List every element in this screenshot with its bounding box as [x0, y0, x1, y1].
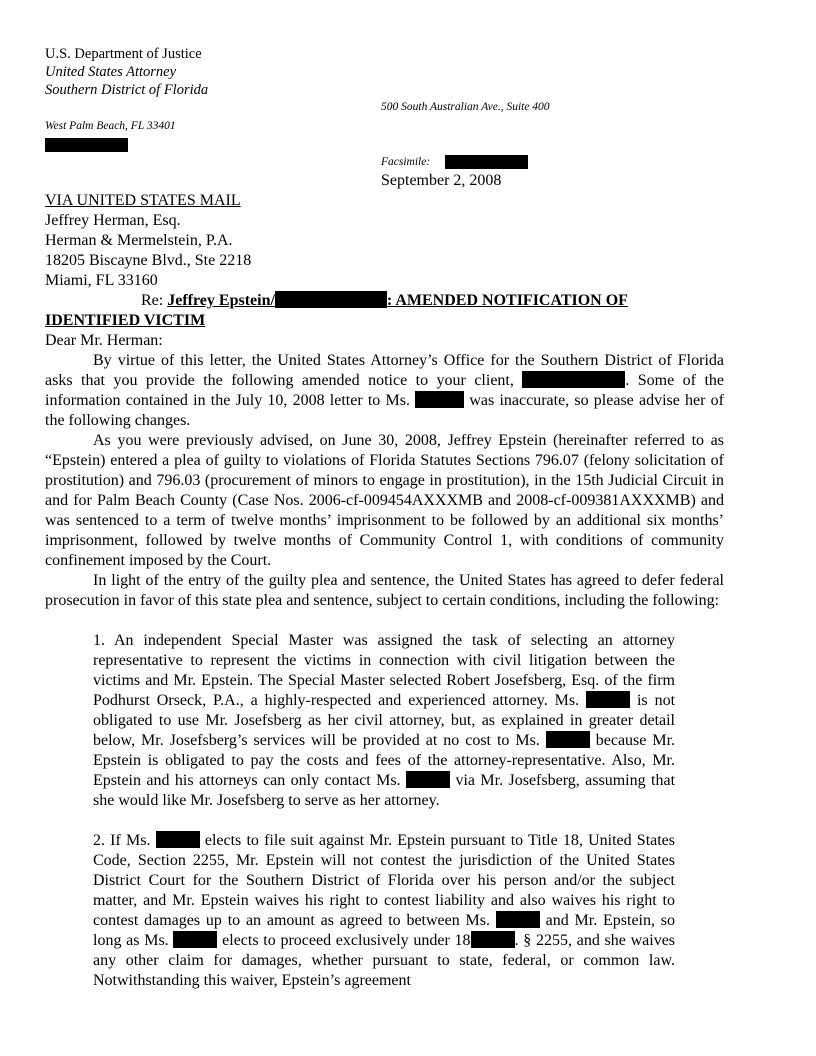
list-item-2 — [93, 831, 675, 991]
redaction — [406, 771, 450, 788]
office-name: United States Attorney — [45, 64, 177, 80]
re-subject-title: : AMENDED NOTIFICATION OF — [386, 292, 628, 309]
paragraph-1 — [45, 351, 724, 431]
item-1-text-d: via Mr. Josefsberg, assuming that she would like Mr. Josefsberg to serve as her attorney. — [93, 772, 676, 809]
redaction — [471, 931, 515, 948]
recipient-name: Jeffrey Herman, Esq. — [45, 212, 181, 229]
item-1-text-b: is not obligated to use Mr. Josefsberg as her civil attorney, but, as explained in greater detail below, Mr. Josefsberg’s services will be provided at no cost to Ms. — [93, 692, 676, 749]
delivery-method: VIA UNITED STATES MAIL — [45, 192, 241, 209]
salutation: Dear Mr. Herman: — [45, 332, 163, 349]
redaction-victim-name — [275, 291, 387, 308]
re-line — [141, 291, 628, 311]
office-city: West Palm Beach, FL 33401 — [45, 120, 176, 132]
department-name: U.S. Department of Justice — [45, 46, 202, 62]
redaction — [156, 831, 200, 848]
item-1-text-c: because Mr. Epstein is obligated to pay the costs and fees of the attorney-representative. Also, Mr. Epstein and his attorneys can only contact Ms. — [93, 732, 676, 789]
re-subject-title-cont: IDENTIFIED VICTIM — [45, 312, 206, 329]
redaction — [546, 731, 590, 748]
recipient-street: 18205 Biscayne Blvd., Ste 2218 — [45, 252, 252, 269]
item-2-text-d: elects to proceed exclusively under 18 — [222, 932, 471, 949]
re-subject-name: Jeffrey Epstein/ — [167, 292, 275, 309]
letter-date: September 2, 2008 — [381, 172, 502, 189]
item-2-text-e: . § 2255, and she waives any other claim for damages, whether pursuant to state, federal, or common law. Notwithstanding this waiver, Epstein’s agreement — [93, 932, 676, 989]
recipient-city: Miami, FL 33160 — [45, 272, 158, 289]
paragraph-1-text-c: was inaccurate, so please advise her of the following changes. — [45, 392, 724, 429]
recipient-firm: Herman & Mermelstein, P.A. — [45, 232, 233, 249]
redaction — [173, 931, 217, 948]
item-1-text-a: 1. An independent Special Master was assigned the task of selecting an attorney representative to represent the victims in connection with civil litigation between the victims and Mr. Epstein. The Special Master selected Robert Josefsberg, Esq. of the firm Podhurst Orseck, P.A., a highly-respected and experienced attorney. Ms. — [93, 632, 675, 709]
item-2-text-a: 2. If Ms. — [93, 832, 151, 849]
office-address: 500 South Australian Ave., Suite 400 — [381, 101, 550, 113]
paragraph-1-text-a: By virtue of this letter, the United States Attorney’s Office for the Southern District of Florida asks that you provide the following amended notice to your client, — [45, 352, 724, 389]
redaction — [522, 371, 625, 388]
fax-label: Facsimile: — [381, 156, 431, 168]
redaction — [496, 911, 540, 928]
item-2-text-b: elects to file suit against Mr. Epstein pursuant to Title 18, United States Code, Section 2255, Mr. Epstein will not contest the jurisdiction of the United States District Court for the Southern District of Florida over his person and/or the subject matter, and Mr. Epstein waives his right to contest liability and also waives his right to contest damages up to an amount as agreed to between Ms. — [93, 832, 676, 929]
paragraph-1-text-b: . Some of the information contained in the July 10, 2008 letter to Ms. — [45, 372, 725, 409]
redaction-fax — [445, 155, 528, 169]
paragraph-2: As you were previously advised, on June 30, 2008, Jeffrey Epstein (hereinafter referred to as “Epstein) entered a plea of guilty to violations of Florida Statutes Sections 796.07 (felony solicitation of prostitution) and 796.03 (procurement of minors to engage in prostitution), in the 15th Judicial Circuit in and for Palm Beach County (Case Nos. 2006-cf-009454AXXXMB and 2008-cf-009381AXXXMB) and was sentenced to a term of twelve months’ imprisonment to be followed by an additional six months’ imprisonment, followed by twelve months of Community Control 1, with conditions of community confinement imposed by the Court. — [45, 432, 724, 569]
district-name: Southern District of Florida — [45, 82, 209, 98]
redaction — [586, 691, 630, 708]
re-label: Re: — [141, 292, 164, 309]
redaction-phone — [45, 138, 128, 152]
redaction — [415, 391, 464, 408]
item-2-text-c: and Mr. Epstein, so long as Ms. — [93, 912, 676, 949]
list-item-1 — [93, 631, 675, 811]
paragraph-3: In light of the entry of the guilty plea and sentence, the United States has agreed to defer federal prosecution in favor of this state plea and sentence, subject to certain conditions, including the following: — [45, 572, 724, 609]
